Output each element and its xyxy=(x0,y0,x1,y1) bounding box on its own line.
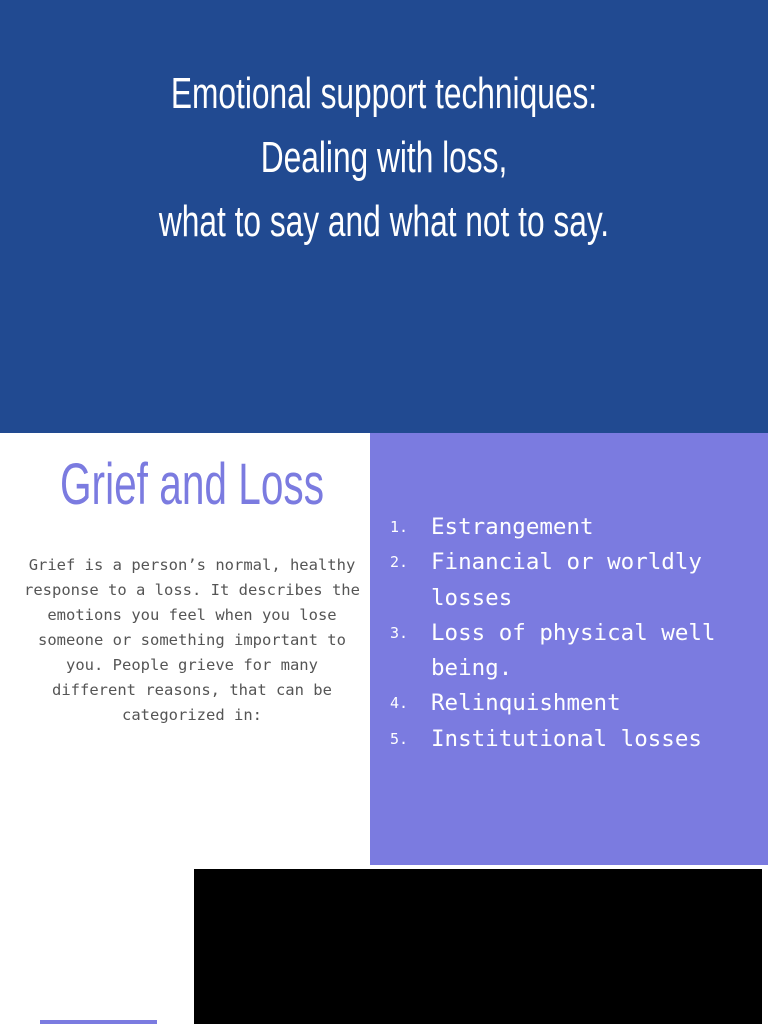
list-number: 2. xyxy=(390,553,409,572)
list-number: 3. xyxy=(390,623,409,642)
title-slide xyxy=(0,0,768,433)
slide-title xyxy=(108,62,661,254)
video-slide xyxy=(0,865,768,1024)
list-item-text: Institutional losses xyxy=(431,725,702,752)
list-item-text: Loss of physical well being. xyxy=(431,619,716,682)
list-number: 4. xyxy=(390,694,409,713)
list-item xyxy=(390,616,762,687)
slide-left-panel xyxy=(0,433,370,865)
section-heading: Grief and Loss xyxy=(59,452,325,517)
list-item xyxy=(390,510,762,545)
list-item xyxy=(390,545,762,616)
video-player[interactable] xyxy=(194,869,762,1024)
slide-right-panel xyxy=(370,433,768,865)
list-item xyxy=(390,686,762,721)
list-item xyxy=(390,722,762,757)
title-line: what to say and what not to say. xyxy=(158,197,610,246)
grief-loss-slide xyxy=(0,433,768,865)
list-item-text: Relinquishment xyxy=(431,690,621,717)
loss-types-list xyxy=(390,510,762,757)
title-line: Emotional support techniques: xyxy=(170,69,598,118)
body-paragraph: Grief is a person’s normal, healthy response to a loss. It describes the emotions you feel when you lose someone or something important to you. People grieve for many different reasons, that can be categorized in: xyxy=(24,556,360,724)
list-number: 1. xyxy=(390,518,409,536)
title-line: Dealing with loss, xyxy=(260,133,508,182)
list-number: 5. xyxy=(390,729,409,748)
list-item-text: Financial or worldly losses xyxy=(431,549,702,611)
list-item-text: Estrangement xyxy=(431,514,594,540)
caption-tag xyxy=(40,1020,157,1024)
